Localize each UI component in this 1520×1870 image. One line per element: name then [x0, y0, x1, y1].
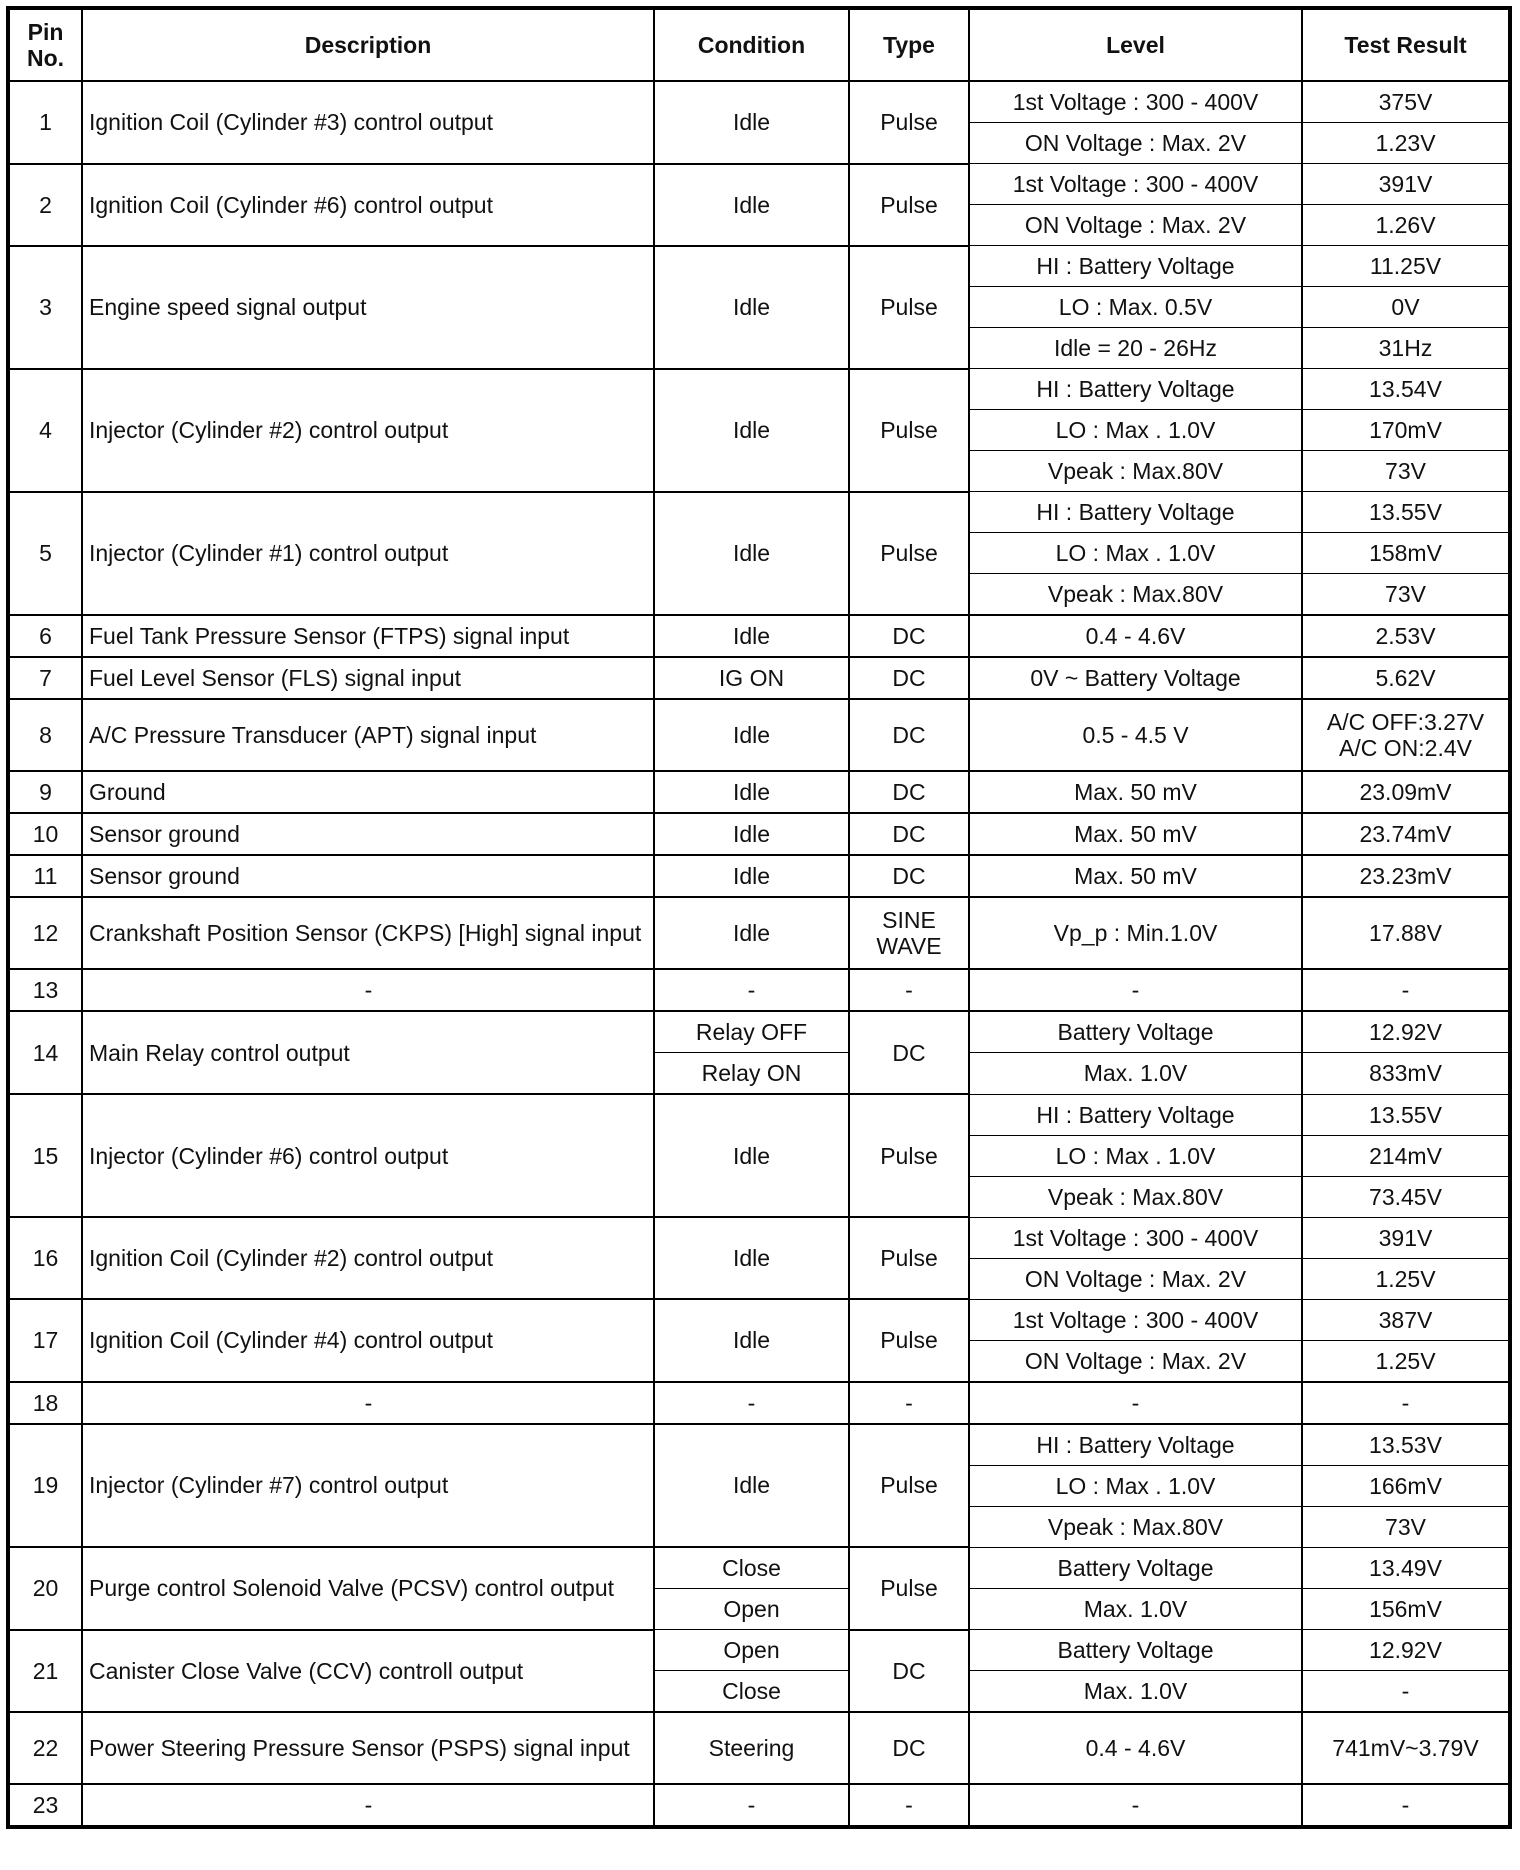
header-pin-no: Pin No. [8, 8, 82, 81]
header-test-result: Test Result [1302, 8, 1510, 81]
pin-test-result: 73V [1302, 1506, 1510, 1547]
pin-description: Injector (Cylinder #1) control output [82, 492, 654, 616]
pin-test-result: A/C OFF:3.27V A/C ON:2.4V [1302, 699, 1510, 771]
pin-test-result: 833mV [1302, 1053, 1510, 1095]
pin-test-result: 391V [1302, 1217, 1510, 1258]
pin-level: HI : Battery Voltage [969, 492, 1302, 533]
pin-type: Pulse [849, 1424, 969, 1548]
pin-level: 0.5 - 4.5 V [969, 699, 1302, 771]
pin-description: Fuel Level Sensor (FLS) signal input [82, 657, 654, 699]
pin-condition: Relay ON [654, 1053, 849, 1095]
pin-condition: Open [654, 1589, 849, 1630]
table-row [8, 1712, 1510, 1784]
pin-type: DC [849, 855, 969, 897]
pin-description: A/C Pressure Transducer (APT) signal input [82, 699, 654, 771]
pin-condition: Idle [654, 897, 849, 969]
pin-condition: Idle [654, 1094, 849, 1217]
pin-type: DC [849, 813, 969, 855]
pin-number: 5 [8, 492, 82, 616]
pin-type: DC [849, 771, 969, 813]
pin-type: - [849, 969, 969, 1011]
pin-level: Max. 1.0V [969, 1053, 1302, 1095]
table-row [8, 1630, 1510, 1671]
pin-level: 1st Voltage : 300 - 400V [969, 1217, 1302, 1258]
pin-level: - [969, 1382, 1302, 1424]
pin-type: Pulse [849, 369, 969, 492]
pin-level: HI : Battery Voltage [969, 1424, 1302, 1466]
pin-condition: IG ON [654, 657, 849, 699]
pin-type: Pulse [849, 164, 969, 246]
pin-level: Vpeak : Max.80V [969, 451, 1302, 492]
pin-condition: Idle [654, 492, 849, 616]
pin-test-result: 214mV [1302, 1135, 1510, 1176]
table-row [8, 657, 1510, 699]
pin-description: Canister Close Valve (CCV) controll output [82, 1630, 654, 1713]
pin-description: Fuel Tank Pressure Sensor (FTPS) signal input [82, 615, 654, 657]
pin-test-result: 166mV [1302, 1465, 1510, 1506]
pin-condition: Close [654, 1671, 849, 1713]
pin-number: 11 [8, 855, 82, 897]
table-row [8, 1424, 1510, 1466]
pin-number: 3 [8, 246, 82, 369]
pin-test-result: 13.53V [1302, 1424, 1510, 1466]
pin-condition: - [654, 1784, 849, 1827]
pin-level: ON Voltage : Max. 2V [969, 1258, 1302, 1299]
pin-condition: Idle [654, 164, 849, 246]
pin-number: 12 [8, 897, 82, 969]
pin-level: Vpeak : Max.80V [969, 1176, 1302, 1217]
header-description: Description [82, 8, 654, 81]
pin-condition: Idle [654, 369, 849, 492]
header-level: Level [969, 8, 1302, 81]
pin-test-result: 73.45V [1302, 1176, 1510, 1217]
table-row [8, 855, 1510, 897]
pin-test-result: 73V [1302, 574, 1510, 616]
pin-condition: Idle [654, 771, 849, 813]
pin-description: Injector (Cylinder #2) control output [82, 369, 654, 492]
pin-level: 1st Voltage : 300 - 400V [969, 81, 1302, 123]
pin-condition: - [654, 1382, 849, 1424]
pin-level: Max. 1.0V [969, 1589, 1302, 1630]
pin-test-result: 1.25V [1302, 1258, 1510, 1299]
pin-description: Power Steering Pressure Sensor (PSPS) signal input [82, 1712, 654, 1784]
pin-description: - [82, 1382, 654, 1424]
table-row [8, 81, 1510, 123]
pin-level: Battery Voltage [969, 1630, 1302, 1671]
pin-test-result: 11.25V [1302, 246, 1510, 287]
pin-description: Ignition Coil (Cylinder #4) control output [82, 1299, 654, 1382]
pin-test-result: 156mV [1302, 1589, 1510, 1630]
pin-condition: Relay OFF [654, 1011, 849, 1053]
pin-number: 21 [8, 1630, 82, 1713]
pin-number: 13 [8, 969, 82, 1011]
pin-description: Engine speed signal output [82, 246, 654, 369]
pin-condition: Idle [654, 1217, 849, 1299]
pin-level: HI : Battery Voltage [969, 246, 1302, 287]
pin-number: 8 [8, 699, 82, 771]
pin-level: Vpeak : Max.80V [969, 1506, 1302, 1547]
table-row [8, 813, 1510, 855]
pin-condition: Idle [654, 1424, 849, 1548]
table-body [8, 81, 1510, 1827]
pin-condition: Close [654, 1547, 849, 1589]
pin-type: DC [849, 1630, 969, 1713]
table-row [8, 897, 1510, 969]
pin-description: Injector (Cylinder #6) control output [82, 1094, 654, 1217]
pin-type: - [849, 1784, 969, 1827]
pin-test-result: 12.92V [1302, 1011, 1510, 1053]
pin-level: Vpeak : Max.80V [969, 574, 1302, 616]
pin-level: 0.4 - 4.6V [969, 1712, 1302, 1784]
pin-test-result: 1.23V [1302, 123, 1510, 164]
pin-description: Crankshaft Position Sensor (CKPS) [High] signal input [82, 897, 654, 969]
pin-type: - [849, 1382, 969, 1424]
pin-level: Max. 50 mV [969, 813, 1302, 855]
pin-number: 2 [8, 164, 82, 246]
pin-condition: Idle [654, 81, 849, 164]
pin-test-result: 13.55V [1302, 492, 1510, 533]
pin-description: Ignition Coil (Cylinder #6) control output [82, 164, 654, 246]
pin-description: - [82, 969, 654, 1011]
pin-level: Max. 1.0V [969, 1671, 1302, 1713]
table-row [8, 492, 1510, 533]
pin-test-result: 13.55V [1302, 1094, 1510, 1135]
pin-type: DC [849, 1712, 969, 1784]
pin-test-result: 12.92V [1302, 1630, 1510, 1671]
pin-level: LO : Max. 0.5V [969, 287, 1302, 328]
pin-condition: Open [654, 1630, 849, 1671]
table-row [8, 1217, 1510, 1258]
pin-test-result: 158mV [1302, 533, 1510, 574]
pin-number: 23 [8, 1784, 82, 1827]
pin-number: 22 [8, 1712, 82, 1784]
pin-type: Pulse [849, 1094, 969, 1217]
pin-level: HI : Battery Voltage [969, 369, 1302, 410]
table-row [8, 615, 1510, 657]
pin-condition: Idle [654, 813, 849, 855]
pin-type: DC [849, 699, 969, 771]
pin-type: Pulse [849, 1299, 969, 1382]
pin-test-result: 170mV [1302, 410, 1510, 451]
pin-description: Main Relay control output [82, 1011, 654, 1094]
pin-level: LO : Max . 1.0V [969, 533, 1302, 574]
pin-type: DC [849, 657, 969, 699]
pin-test-result: 2.53V [1302, 615, 1510, 657]
pin-test-result: 387V [1302, 1299, 1510, 1340]
pin-level: ON Voltage : Max. 2V [969, 123, 1302, 164]
table-row [8, 164, 1510, 205]
pin-type: Pulse [849, 1217, 969, 1299]
pin-number: 18 [8, 1382, 82, 1424]
pin-test-result: 5.62V [1302, 657, 1510, 699]
pin-test-result: 1.26V [1302, 205, 1510, 246]
pin-number: 6 [8, 615, 82, 657]
table-row [8, 1382, 1510, 1424]
pin-level: Max. 50 mV [969, 855, 1302, 897]
pin-test-result: 1.25V [1302, 1340, 1510, 1382]
pin-type: Pulse [849, 246, 969, 369]
pin-description: Injector (Cylinder #7) control output [82, 1424, 654, 1548]
pin-number: 10 [8, 813, 82, 855]
table-row [8, 1011, 1510, 1053]
pin-test-result: 17.88V [1302, 897, 1510, 969]
pin-condition: Idle [654, 1299, 849, 1382]
pin-level: Vp_p : Min.1.0V [969, 897, 1302, 969]
pin-number: 9 [8, 771, 82, 813]
pin-level: ON Voltage : Max. 2V [969, 1340, 1302, 1382]
pin-number: 16 [8, 1217, 82, 1299]
table-header-row [8, 8, 1510, 81]
pin-test-result: 23.09mV [1302, 771, 1510, 813]
pin-number: 14 [8, 1011, 82, 1094]
pin-description: Sensor ground [82, 813, 654, 855]
table-row [8, 1547, 1510, 1589]
pin-level: Battery Voltage [969, 1011, 1302, 1053]
pin-number: 20 [8, 1547, 82, 1630]
pin-test-result: - [1302, 1382, 1510, 1424]
pin-condition: Idle [654, 699, 849, 771]
pin-condition: - [654, 969, 849, 1011]
pin-condition: Steering [654, 1712, 849, 1784]
table-row [8, 1094, 1510, 1135]
pin-test-result: 13.49V [1302, 1547, 1510, 1589]
pin-description: Ignition Coil (Cylinder #3) control output [82, 81, 654, 164]
pin-test-result: 23.74mV [1302, 813, 1510, 855]
header-condition: Condition [654, 8, 849, 81]
pin-level: LO : Max . 1.0V [969, 410, 1302, 451]
pin-level: 1st Voltage : 300 - 400V [969, 164, 1302, 205]
pin-description: Ground [82, 771, 654, 813]
table-row [8, 1299, 1510, 1340]
pin-test-result: - [1302, 1784, 1510, 1827]
pin-number: 7 [8, 657, 82, 699]
header-type: Type [849, 8, 969, 81]
pin-number: 15 [8, 1094, 82, 1217]
pin-level: Battery Voltage [969, 1547, 1302, 1589]
pin-test-result: 0V [1302, 287, 1510, 328]
pin-level: LO : Max . 1.0V [969, 1135, 1302, 1176]
pin-test-result: 741mV~3.79V [1302, 1712, 1510, 1784]
pin-condition: Idle [654, 246, 849, 369]
pin-type: Pulse [849, 1547, 969, 1630]
pin-type: SINE WAVE [849, 897, 969, 969]
pin-test-result: 73V [1302, 451, 1510, 492]
pin-type: Pulse [849, 81, 969, 164]
pin-level: Idle = 20 - 26Hz [969, 328, 1302, 369]
pin-number: 1 [8, 81, 82, 164]
pin-test-result: - [1302, 969, 1510, 1011]
pin-level: - [969, 1784, 1302, 1827]
pin-number: 19 [8, 1424, 82, 1548]
pin-test-result: 23.23mV [1302, 855, 1510, 897]
pin-test-result: - [1302, 1671, 1510, 1713]
table-row [8, 771, 1510, 813]
pin-level: ON Voltage : Max. 2V [969, 205, 1302, 246]
pin-level: LO : Max . 1.0V [969, 1465, 1302, 1506]
pin-level: 0V ~ Battery Voltage [969, 657, 1302, 699]
pin-level: Max. 50 mV [969, 771, 1302, 813]
pin-number: 4 [8, 369, 82, 492]
pin-condition: Idle [654, 615, 849, 657]
pin-type: DC [849, 1011, 969, 1094]
table-row [8, 246, 1510, 287]
pin-level: - [969, 969, 1302, 1011]
pin-description: Sensor ground [82, 855, 654, 897]
pin-condition: Idle [654, 855, 849, 897]
pin-level: 1st Voltage : 300 - 400V [969, 1299, 1302, 1340]
pin-description: - [82, 1784, 654, 1827]
pin-level: 0.4 - 4.6V [969, 615, 1302, 657]
pin-level: HI : Battery Voltage [969, 1094, 1302, 1135]
pin-test-result: 391V [1302, 164, 1510, 205]
pin-test-result: 31Hz [1302, 328, 1510, 369]
pin-test-result: 375V [1302, 81, 1510, 123]
pin-description: Purge control Solenoid Valve (PCSV) control output [82, 1547, 654, 1630]
pin-number: 17 [8, 1299, 82, 1382]
pin-test-result: 13.54V [1302, 369, 1510, 410]
table-row [8, 369, 1510, 410]
table-row [8, 969, 1510, 1011]
pin-type: DC [849, 615, 969, 657]
table-row [8, 699, 1510, 771]
pin-description: Ignition Coil (Cylinder #2) control output [82, 1217, 654, 1299]
pin-test-table [6, 6, 1512, 1829]
pin-type: Pulse [849, 492, 969, 616]
table-row [8, 1784, 1510, 1827]
